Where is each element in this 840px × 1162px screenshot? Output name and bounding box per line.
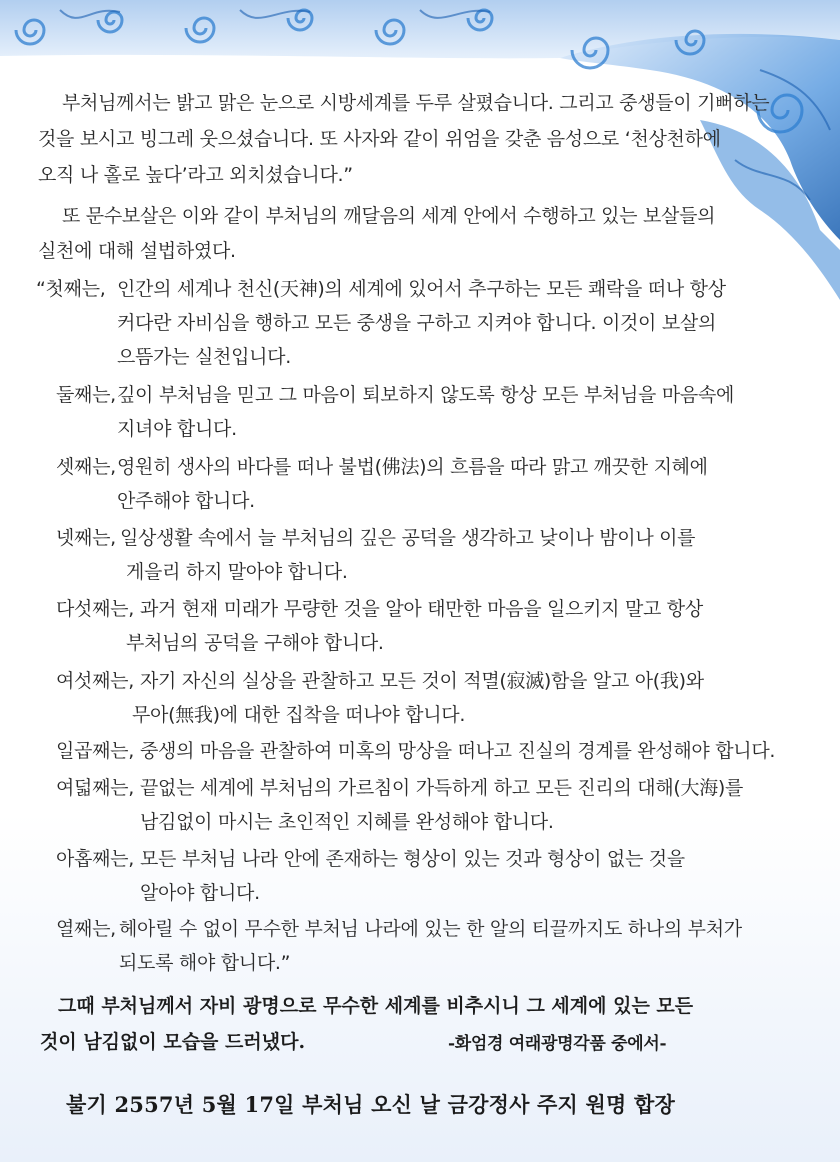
item-line: 부처님의 공덕을 구해야 합니다.	[126, 632, 384, 654]
intro-line: 실천에 대해 설법하였다.	[38, 240, 236, 262]
item-label: 열째는,	[56, 918, 116, 940]
intro-line: 것을 보시고 빙그레 웃으셨습니다. 또 사자와 같이 위엄을 갖춘 음성으로 ‘천상천하에	[38, 128, 721, 150]
item-label: 여섯째는,	[56, 670, 134, 692]
item-line: 커다란 자비심을 행하고 모든 중생을 구하고 지켜야 합니다. 이것이 보살의	[117, 312, 717, 334]
item-line: 남김없이 마시는 초인적인 지혜를 완성해야 합니다.	[140, 811, 554, 833]
item-line: 안주해야 합니다.	[117, 490, 255, 512]
item-label: 다섯째는,	[56, 598, 134, 620]
source-citation: -화엄경 여래광명각품 중에서-	[448, 1034, 667, 1054]
closing-line: 것이 남김없이 모습을 드러냈다.	[40, 1031, 306, 1053]
item-label: 일곱째는,	[56, 740, 134, 762]
item-line: 깊이 부처님을 믿고 그 마음이 퇴보하지 않도록 항상 모든 부처님을 마음속에	[117, 384, 735, 406]
item-line: 과거 현재 미래가 무량한 것을 알아 태만한 마음을 일으키지 말고 항상	[140, 598, 703, 620]
intro-line: 오직 나 홀로 높다’라고 외치셨습니다.”	[38, 164, 353, 186]
item-line: 중생의 마음을 관찰하여 미혹의 망상을 떠나고 진실의 경계를 완성해야 합니다.	[140, 740, 776, 762]
item-line: 알아야 합니다.	[140, 882, 260, 904]
item-line: 헤아릴 수 없이 무수한 부처님 나라에 있는 한 알의 티끌까지도 하나의 부처가	[119, 918, 742, 940]
intro-line: 부처님께서는 밝고 맑은 눈으로 시방세계를 두루 살폈습니다. 그리고 중생들이 기뻐하는	[62, 92, 770, 114]
item-line: 인간의 세계나 천신(天神)의 세계에 있어서 추구하는 모든 쾌락을 떠나 항상	[117, 278, 726, 300]
item-label: 여덟째는,	[56, 777, 134, 799]
item-line: 영원히 생사의 바다를 떠나 불법(佛法)의 흐름을 따라 맑고 깨끗한 지혜에	[117, 456, 708, 478]
intro-line: 또 문수보살은 이와 같이 부처님의 깨달음의 세계 안에서 수행하고 있는 보살들의	[62, 205, 716, 227]
item-label: 셋째는,	[56, 456, 116, 478]
item-line: 되도록 해야 합니다.”	[119, 952, 291, 974]
item-label: 넷째는,	[56, 527, 116, 549]
item-line: 일상생활 속에서 늘 부처님의 깊은 공덕을 생각하고 낮이나 밤이나 이를	[120, 527, 696, 549]
item-line: 게을리 하지 말아야 합니다.	[126, 561, 348, 583]
item-line: 무아(無我)에 대한 집착을 떠나야 합니다.	[132, 704, 466, 726]
item-line: 자기 자신의 실상을 관찰하고 모든 것이 적멸(寂滅)함을 알고 아(我)와	[140, 670, 704, 692]
item-label: 아홉째는,	[56, 848, 134, 870]
item-line: 지녀야 합니다.	[117, 418, 237, 440]
item-label: “첫째는,	[36, 278, 106, 300]
signature-line: 불기 2557년 5월 17일 부처님 오신 날 금강정사 주지 원명 합장	[66, 1092, 675, 1117]
item-label: 둘째는,	[56, 384, 116, 406]
item-line: 모든 부처님 나라 안에 존재하는 형상이 있는 것과 형상이 없는 것을	[140, 848, 685, 870]
closing-line: 그때 부처님께서 자비 광명으로 무수한 세계를 비추시니 그 세계에 있는 모든	[58, 995, 694, 1017]
item-line: 으뜸가는 실천입니다.	[117, 346, 291, 368]
item-line: 끝없는 세계에 부처님의 가르침이 가득하게 하고 모든 진리의 대해(大海)를	[140, 777, 744, 799]
